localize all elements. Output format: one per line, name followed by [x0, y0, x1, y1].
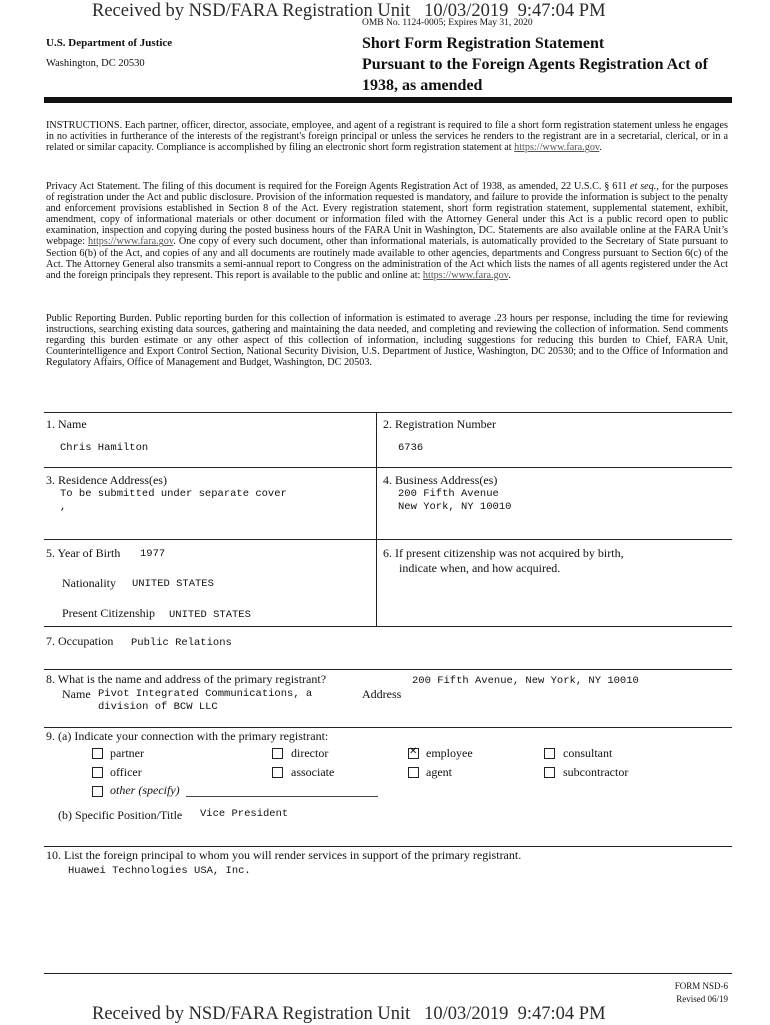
form-revision: Revised 06/19: [676, 994, 728, 1004]
q8-address-label: Address: [362, 687, 402, 701]
privacy-text-2: , for the purposes of registration under the Act and public disclosure. Provision of the information requested is mandatory, and failure to provide the information is subject to the penalty and enforcement provisions established in Section 8 of the Act. Every registration statement, short form registration statement, supplemental statement, exhibit, amendment, copy of informational materials or other document or information filed with the Attorney General under this Act is a public record open to public examination, inspection and copying during the posted business hours of the FARA Unit in Washington, DC. Statements are also available online at the FARA Unit’s webpage:: [46, 181, 728, 248]
form-rule-1: [44, 467, 732, 468]
officer-label: officer: [110, 765, 142, 779]
q8-name-label: Name: [62, 687, 91, 701]
form-footer: [600, 980, 728, 1006]
stamp-date: 10/03/2019: [424, 1004, 509, 1024]
form-number: FORM NSD-6: [674, 981, 728, 991]
consultant-label: consultant: [563, 746, 613, 760]
stamp-date: 10/03/2019: [424, 1, 509, 21]
stamp-time: 9:47:04 PM: [517, 1, 606, 21]
privacy-etseq: et seq.: [630, 181, 657, 192]
director-checkbox[interactable]: [272, 748, 283, 759]
fara-link-privacy-2[interactable]: https://www.fara.gov: [422, 269, 509, 281]
consultant-checkbox[interactable]: [544, 748, 555, 759]
agency-name: U.S. Department of Justice: [46, 37, 173, 49]
partner-label: partner: [110, 746, 144, 760]
occupation-field[interactable]: Public Relations: [131, 637, 232, 649]
officer-checkbox[interactable]: [92, 767, 103, 778]
other-label: other (specify): [110, 783, 180, 797]
q2-label: 2. Registration Number: [383, 417, 496, 431]
year-of-birth-field[interactable]: 1977: [140, 548, 166, 560]
q5-label: 5. Year of Birth: [46, 546, 121, 560]
q9b-label: (b) Specific Position/Title: [58, 808, 183, 822]
form-rule-2: [44, 539, 732, 540]
nationality-label: Nationality: [62, 576, 116, 590]
nationality-field[interactable]: UNITED STATES: [132, 578, 214, 590]
citizenship-label: Present Citizenship: [62, 606, 155, 620]
form-rule-4: [44, 669, 732, 670]
director-label: director: [291, 746, 329, 760]
q6-label-line-1: 6. If present citizenship was not acquired by birth,: [383, 546, 624, 560]
form-rule-top: [44, 412, 732, 413]
registrant-name-line-1[interactable]: Pivot Integrated Communications, a: [98, 688, 313, 700]
q1-label: 1. Name: [46, 417, 87, 431]
stamp-text: Received by NSD/FARA Registration Unit: [92, 1004, 411, 1024]
fara-link-privacy-1[interactable]: https://www.fara.gov: [88, 236, 174, 248]
burden-paragraph: Public Reporting Burden. Public reporting burden for this collection of information is estimated to average .23 hours per response, including the time for reviewing instructions, searching existing data sources, gathering and maintaining the data needed, and completing and reviewing the collection of information. Send comments regarding this burden estimate or any other aspect of this collection of information, including suggestions for reducing this burden to Chief, FARA Unit, Counterintelligence and Export Control Section, National Security Division, U.S. Department of Justice, Washington, DC 20530; and to the Office of Information and Regulatory Affairs, Office of Management and Budget, Washington, DC 20503.: [46, 313, 728, 369]
privacy-end: .: [508, 269, 511, 281]
title-line-1: Short Form Registration Statement: [362, 35, 605, 52]
q6-label-line-2: indicate when, and how acquired.: [399, 561, 561, 575]
citizenship-field[interactable]: UNITED STATES: [169, 609, 251, 621]
form-rule-bottom: [44, 973, 732, 974]
instructions-paragraph: [46, 120, 728, 153]
associate-checkbox[interactable]: [272, 767, 283, 778]
q10-label: 10. List the foreign principal to whom you will render services in support of the primary registrant.: [46, 848, 522, 862]
agent-checkbox[interactable]: [408, 767, 419, 778]
stamp-time: 9:47:04 PM: [517, 1004, 606, 1024]
instructions-end: .: [599, 142, 602, 154]
q7-label: 7. Occupation: [46, 634, 114, 648]
form-rule-5: [44, 727, 732, 728]
title-line-2: Pursuant to the Foreign Agents Registration Act of: [362, 56, 708, 73]
registrant-name-line-2[interactable]: division of BCW LLC: [98, 701, 218, 713]
subcontractor-label: subcontractor: [563, 765, 629, 779]
business-address-line-2[interactable]: New York, NY 10010: [398, 501, 512, 513]
other-checkbox[interactable]: [92, 786, 103, 797]
associate-label: associate: [291, 765, 335, 779]
position-title-field[interactable]: Vice President: [200, 808, 289, 820]
registration-number-field[interactable]: 6736: [398, 442, 424, 454]
received-stamp-bottom: [92, 1004, 606, 1025]
q8-label: 8. What is the name and address of the primary registrant?: [46, 672, 327, 686]
privacy-paragraph: [46, 181, 728, 281]
form-divider-vertical: [376, 412, 377, 626]
privacy-text-1: Privacy Act Statement. The filing of this document is required for the Foreign Agents Registration Act of 1938, as amended, 22 U.S.C. § 611: [46, 181, 630, 192]
instructions-section: [46, 120, 728, 153]
employee-label: employee: [426, 746, 473, 760]
partner-checkbox[interactable]: [92, 748, 103, 759]
foreign-principal-field[interactable]: Huawei Technologies USA, Inc.: [68, 865, 251, 877]
privacy-text-3: . One copy of every such document, other than informational materials, is automatically provided to the Secretary of State pursuant to Section 6(b) of the Act, and copies of any and all documents are routinely made available to other agencies, departments and Congress pursuant to Section 6(c) of the Act. The Attorney General also transmits a semi-annual report to Congress on the administration of the Act which lists the names of all agents registered under the Act and the foreign principals they represent. This report is available to the public and online at:: [46, 236, 728, 281]
q9-label: 9. (a) Indicate your connection with the primary registrant:: [46, 729, 329, 743]
omb-number: OMB No. 1124-0005; Expires May 31, 2020: [362, 18, 533, 28]
other-specify-field[interactable]: [186, 796, 378, 797]
employee-checkbox[interactable]: [408, 748, 419, 759]
privacy-section: [46, 181, 728, 281]
business-address-line-1[interactable]: 200 Fifth Avenue: [398, 488, 499, 500]
agency-city: Washington, DC 20530: [46, 58, 145, 69]
instructions-text: INSTRUCTIONS. Each partner, officer, director, associate, employee, and agent of a registrant is required to file a short form registration statement unless he engages in no activities in furtherance of the interests of the registrant's foreign principal or unless the services he renders to the registrant are in a secretarial, clerical, or in a related or similar capacity. Compliance is accomplished by filing an electronic short form registration statement at: [46, 120, 728, 154]
registrant-address-field[interactable]: 200 Fifth Avenue, New York, NY 10010: [412, 675, 639, 687]
q6-label: [383, 546, 624, 576]
subcontractor-checkbox[interactable]: [544, 767, 555, 778]
q4-label: 4. Business Address(es): [383, 473, 498, 487]
residence-address-line-1[interactable]: To be submitted under separate cover: [60, 488, 287, 500]
title-line-3: 1938, as amended: [362, 77, 483, 94]
agent-label: agent: [426, 765, 452, 779]
header-rule: [44, 97, 732, 103]
burden-section: [46, 313, 728, 368]
page-title: [362, 33, 708, 96]
q3-label: 3. Residence Address(es): [46, 473, 167, 487]
form-rule-6: [44, 846, 732, 847]
form-rule-3: [44, 626, 732, 627]
name-field[interactable]: Chris Hamilton: [60, 442, 149, 454]
stamp-text: Received by NSD/FARA Registration Unit: [92, 1, 411, 21]
fara-link-instructions[interactable]: https://www.fara.gov: [514, 142, 600, 154]
residence-address-line-2[interactable]: ,: [60, 501, 67, 513]
